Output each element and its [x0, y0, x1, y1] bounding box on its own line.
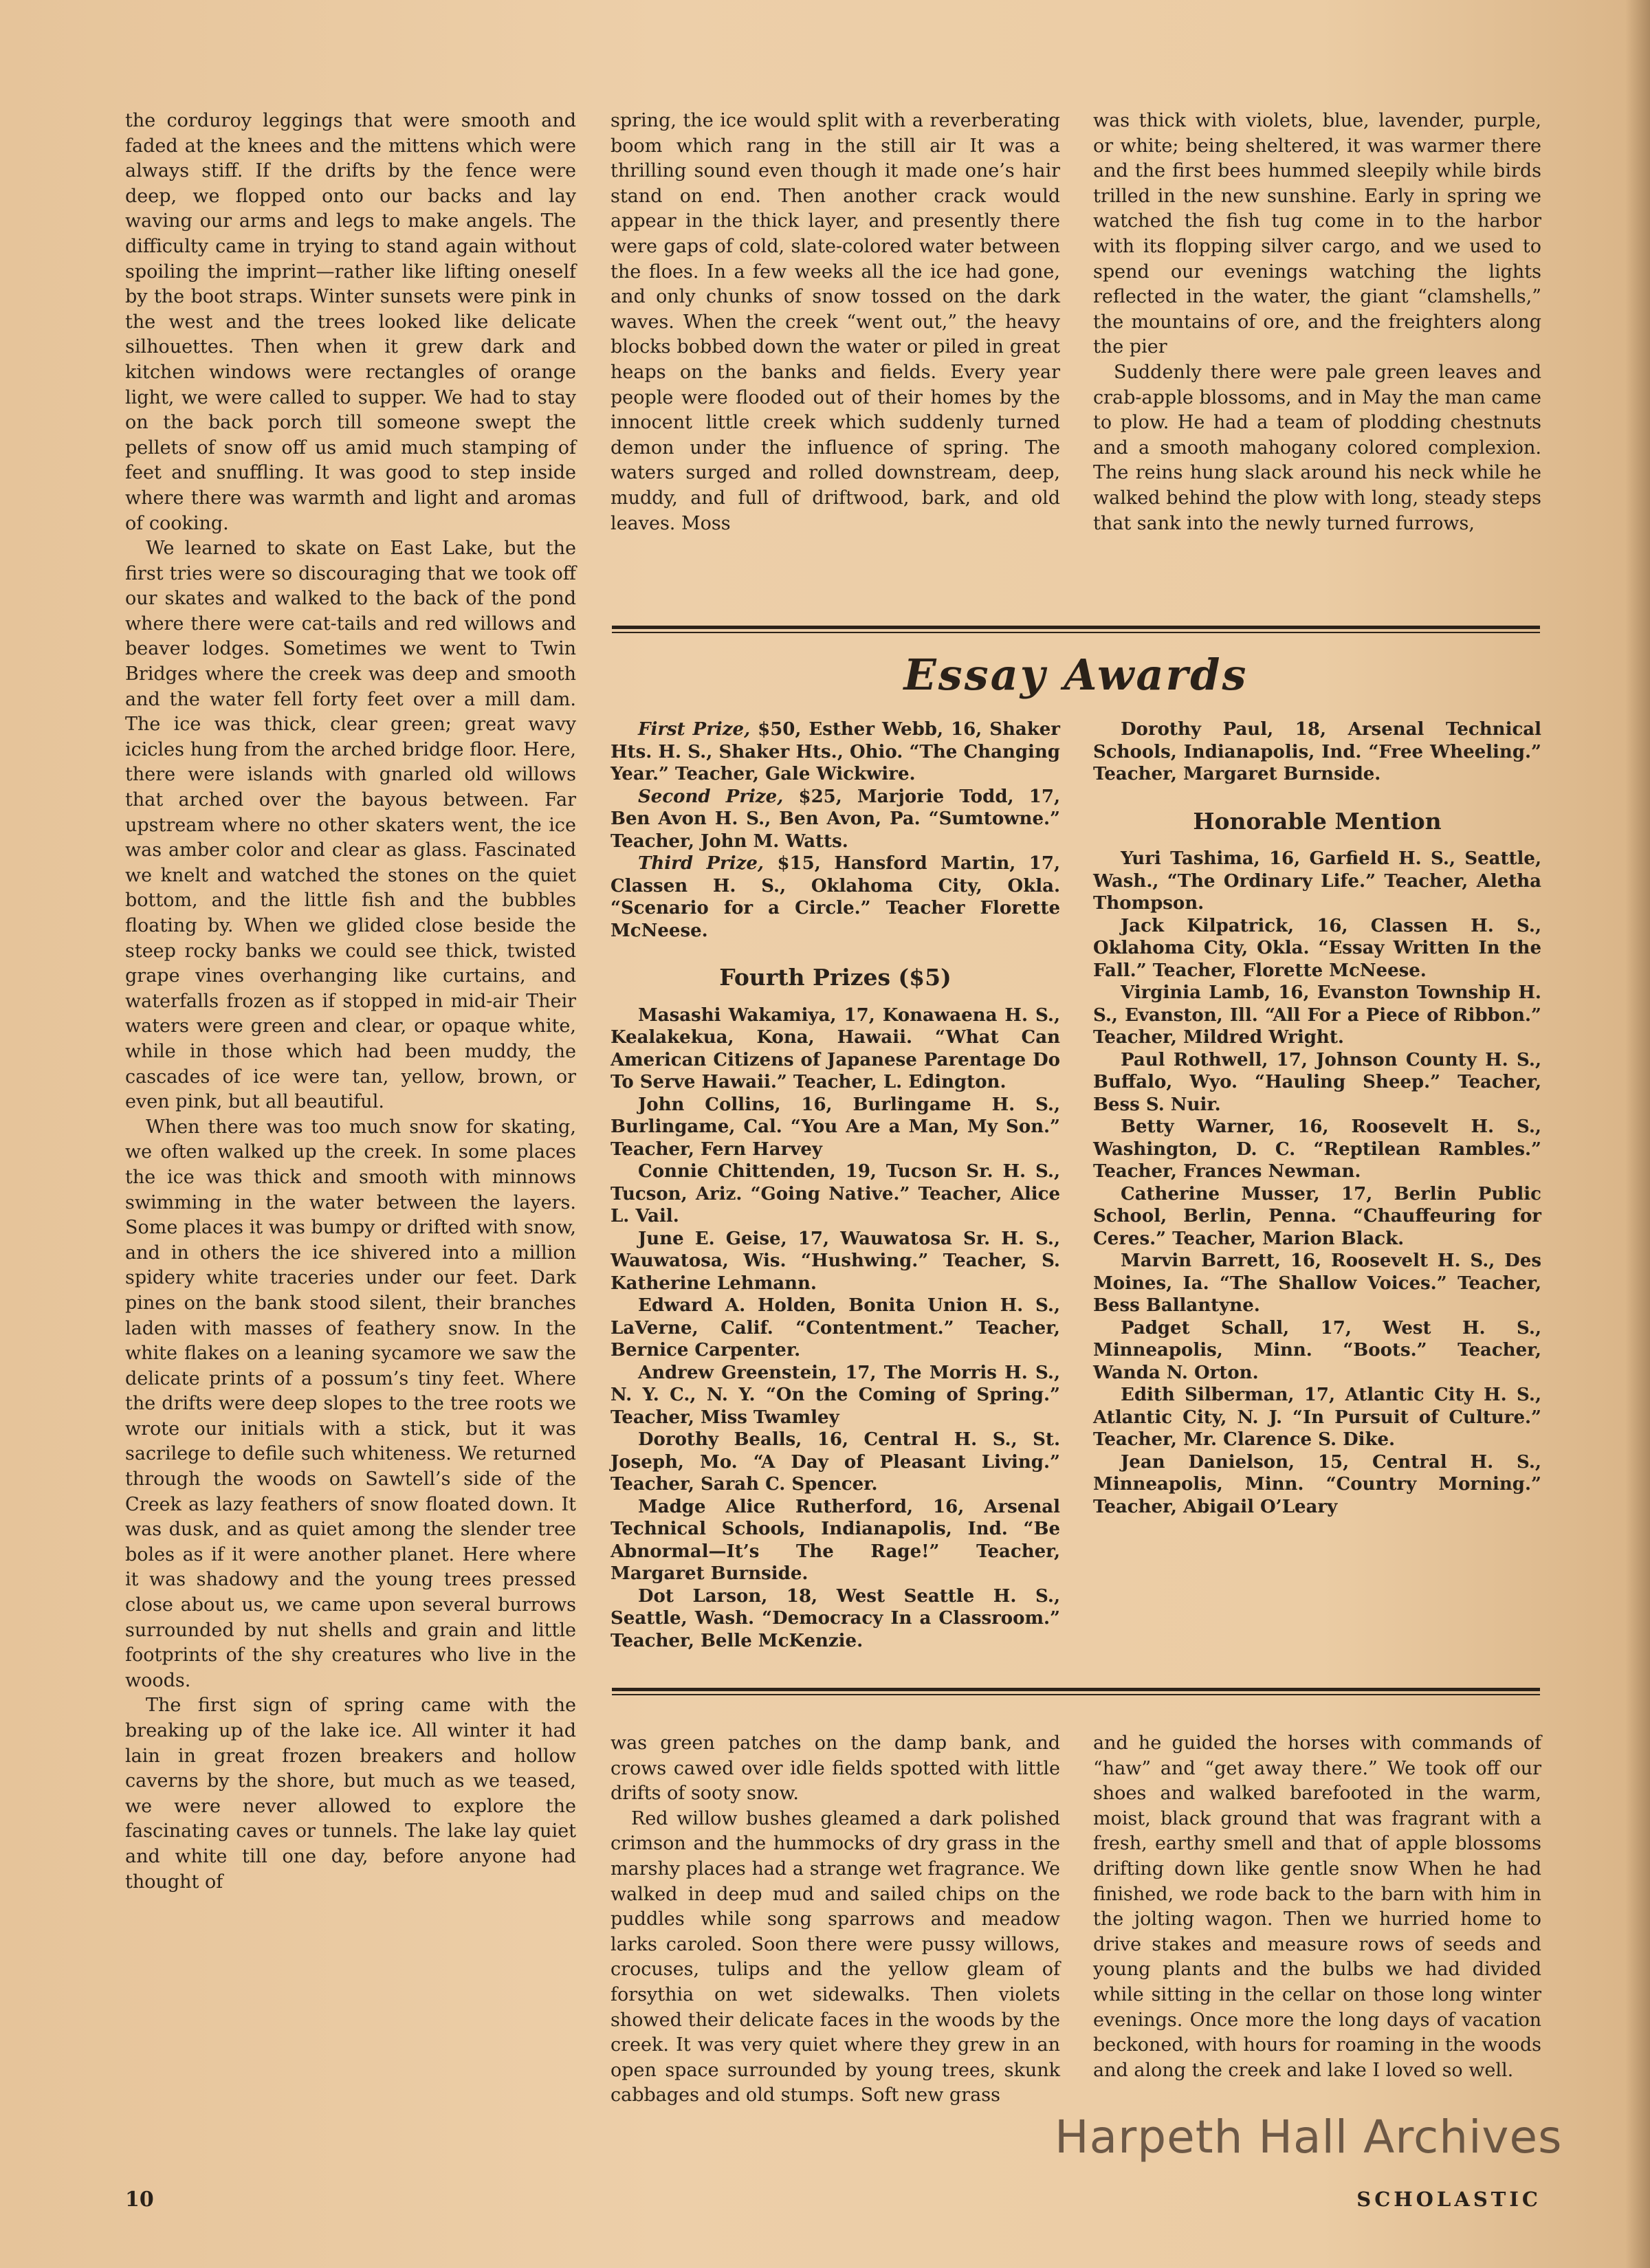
- prize-label: Second Prize,: [638, 786, 784, 807]
- essay-paragraph: spring, the ice would split with a reverberating boom which rang in the still air It was a thrilling sound even though it made one’s hair stand on end. Then another crack would appear in the thick layer, and presently there were gaps of cold, slate-colored water between the floes. In a few weeks all the ice had gone, and only chunks of snow tossed on the dark waves. When the creek “went out,” the heavy blocks bobbed down the water or piled in great heaps on the banks and fields. Every year people were flooded out of their homes by the innocent little creek which suddenly turned demon under the influence of spring. The waters surged and rolled downstream, deep, muddy, and full of driftwood, bark, and old leaves. Moss: [610, 110, 1060, 534]
- awards-top-rule: [612, 626, 1540, 633]
- essay-column-3-bottom: [1093, 1731, 1541, 2083]
- honorable-entry: Edith Silberman, 17, Atlantic City H. S., Atlantic City, N. J. “In Pursuit of Culture.” Teacher, Mr. Clarence S. Dike.: [1093, 1385, 1541, 1450]
- prize-entry: [610, 786, 1060, 853]
- honorable-entry: Virginia Lamb, 16, Evanston Township H. S., Evanston, Ill. “All For a Piece of Ribbon.” Teacher, Mildred Wright.: [1093, 982, 1541, 1048]
- essay-paragraph: Suddenly there were pale green leaves and crab-apple blossoms, and in May the man came to plow. He had a team of plodding chestnuts and a smooth mahogany colored complexion. The reins hung slack around his neck while he walked behind the plow with long, steady steps that sank into the newly turned furrows,: [1093, 361, 1541, 534]
- archive-watermark: Harpeth Hall Archives: [1055, 2111, 1563, 2164]
- honorable-entry: Marvin Barrett, 16, Roosevelt H. S., Des Moines, Ia. “The Shallow Voices.” Teacher, Bess Ballantyne.: [1093, 1251, 1541, 1316]
- essay-column-1: [125, 109, 576, 1895]
- fourth-prize-entry: Andrew Greenstein, 17, The Morris H. S., N. Y. C., N. Y. “On the Coming of Spring.” Teacher, Miss Twamley: [610, 1362, 1060, 1428]
- prize-label: Third Prize,: [638, 853, 764, 874]
- prize-entry: [610, 852, 1060, 942]
- essay-paragraph: was green patches on the damp bank, and crows cawed over idle fields spotted with little drifts of sooty snow.: [610, 1732, 1060, 1805]
- awards-bottom-rule: [612, 1688, 1540, 1695]
- magazine-name: SCHOLASTIC: [1356, 2188, 1541, 2211]
- honorable-entry: Yuri Tashima, 16, Garfield H. S., Seattle, Wash., “The Ordinary Life.” Teacher, Aletha Thompson.: [1093, 848, 1541, 914]
- essay-paragraph: Red willow bushes gleamed a dark polished crimson and the hummocks of dry grass in the marshy places had a strange wet fragrance. We walked in deep mud and sailed chips on the puddles while song sparrows and meadow larks caroled. Soon there were pussy willows, crocuses, tulips and the yellow gleam of forsythia on wet sidewalks. Then violets showed their delicate faces in the woods by the creek. It was very quiet where they grew in an open space surrounded by young trees, skunk cabbages and old stumps. Soft new grass: [610, 1807, 1060, 2106]
- essay-paragraph: We learned to skate on East Lake, but the first tries were so discouraging that we took off our skates and walked to the back of the pond where there were cat-tails and red willows and beaver lodges. Sometimes we went to Twin Bridges where the creek was deep and smooth and the water fell forty feet over a mill dam. The ice was thick, clear green; great wavy icicles hung from the arched bridge floor. Here, there were islands with gnarled old willows that arched over the bayous between. Far upstream where no other skaters went, the ice was amber color and clear as glass. Fascinated we knelt and watched the stones on the quiet bottom, and the little fish and the bubbles floating by. When we glided close beside the steep rocky banks we could see thick, twisted grape vines overhanging like curtains, and waterfalls frozen as if stopped in mid-air Their waters were green and clear, or opaque white, while in those which had been muddy, the cascades of ice were tan, yellow, brown, or even pink, but all beautiful.: [125, 538, 576, 1113]
- fourth-prize-entry: Masashi Wakamiya, 17, Konawaena H. S., Kealakekua, Kona, Hawaii. “What Can American Citizens of Japanese Parentage Do To Serve Hawaii.” Teacher, L. Edington.: [610, 1004, 1060, 1092]
- prize-text: $15, Hansford Martin, 17, Classen H. S., Oklahoma City, Okla. “Scenario for a Circle.” Teacher Florette McNeese.: [610, 853, 1060, 941]
- honorable-entry: Jack Kilpatrick, 16, Classen H. S., Oklahoma City, Okla. “Essay Written In the Fall.” Teacher, Florette McNeese.: [1093, 915, 1541, 981]
- fourth-prize-entry: Edward A. Holden, Bonita Union H. S., LaVerne, Calif. “Contentment.” Teacher, Bernice Carpenter.: [610, 1295, 1060, 1361]
- fourth-prize-entry: Dorothy Paul, 18, Arsenal Technical Schools, Indianapolis, Ind. “Free Wheeling.” Teacher, Margaret Burnside.: [1093, 719, 1541, 784]
- essay-column-3-top: [1093, 109, 1541, 536]
- essay-paragraph: was thick with violets, blue, lavender, purple, or white; being sheltered, it was warmer there and the first bees hummed sleepily while birds trilled in the new sunshine. Early in spring we watched the fish tug come in to the harbor with its flopping silver cargo, and we used to spend our evenings watching the lights reflected in the water, the giant “clamshells,” the mountains of ore, and the freighters along the pier: [1093, 110, 1541, 358]
- fourth-prizes-heading: Fourth Prizes ($5): [719, 964, 952, 991]
- honorable-entry: Jean Danielson, 15, Central H. S., Minneapolis, Minn. “Country Morning.” Teacher, Abigail O’Leary: [1093, 1451, 1541, 1517]
- essay-paragraph: The first sign of spring came with the breaking up of the lake ice. All winter it had lain in great frozen breakers and hollow caverns by the shore, but much as we teased, we were never allowed to explore the fascinating caves or tunnels. The lake lay quiet and white till one day, before anyone had thought of: [125, 1695, 576, 1893]
- honorable-entry: Betty Warner, 16, Roosevelt H. S., Washington, D. C. “Reptilean Rambles.” Teacher, Frances Newman.: [1093, 1116, 1541, 1182]
- prize-entry: [610, 718, 1060, 786]
- awards-title: Essay Awards: [903, 650, 1248, 700]
- page-number: 10: [125, 2188, 154, 2212]
- prize-label: First Prize,: [638, 719, 751, 740]
- page-edge-shadow: [1625, 0, 1650, 2268]
- fourth-prize-entry: Dorothy Bealls, 16, Central H. S., St. Joseph, Mo. “A Day of Pleasant Living.” Teacher, Sarah C. Spencer.: [610, 1429, 1060, 1495]
- essay-column-2-top: [610, 109, 1060, 536]
- honorable-entry: Padget Schall, 17, West H. S., Minneapolis, Minn. “Boots.” Teacher, Wanda N. Orton.: [1093, 1317, 1541, 1383]
- fourth-prize-entry: Dot Larson, 18, West Seattle H. S., Seattle, Wash. “Democracy In a Classroom.” Teacher, Belle McKenzie.: [610, 1585, 1060, 1651]
- prize-text: $50, Esther Webb, 16, Shaker Hts. H. S., Shaker Hts., Ohio. “The Changing Year.” Teacher, Gale Wickwire.: [610, 719, 1060, 784]
- honorable-mention-heading: Honorable Mention: [1193, 807, 1442, 835]
- honorable-entry: Paul Rothwell, 17, Johnson County H. S., Buffalo, Wyo. “Hauling Sheep.” Teacher, Bess S. Nuir.: [1093, 1049, 1541, 1115]
- awards-column-right: [1093, 718, 1541, 1518]
- prize-text: $25, Marjorie Todd, 17, Ben Avon H. S., Ben Avon, Pa. “Sumtowne.” Teacher, John M. Watts.: [610, 786, 1060, 852]
- honorable-entry: Catherine Musser, 17, Berlin Public School, Berlin, Penna. “Chauffeuring for Ceres.” Teacher, Marion Black.: [1093, 1183, 1541, 1249]
- essay-paragraph: and he guided the horses with commands of “haw” and “get away there.” We took off our shoes and walked barefooted in the warm, moist, black ground that was fragrant with a fresh, earthy smell and that of apple blossoms drifting down like gentle snow When he had finished, we rode back to the barn with him in the jolting wagon. Then we hurried home to drive stakes and measure rows of seeds and young plants and the bulbs we had divided while sitting in the cellar on those long winter evenings. Once more the long days of vacation beckoned, with hours for roaming in the woods and along the creek and lake I loved so well.: [1093, 1732, 1541, 2081]
- essay-paragraph: the corduroy leggings that were smooth and faded at the knees and the mittens which were always stiff. If the drifts by the fence were deep, we flopped onto our backs and lay waving our arms and legs to make angels. The difficulty came in trying to stand again without spoiling the imprint—rather like lifting oneself by the boot straps. Winter sunsets were pink in the west and the trees looked like delicate silhouettes. Then when it grew dark and kitchen windows were rectangles of orange light, we were called to supper. We had to stay on the back porch till someone swept the pellets of snow off us amid much stamping of feet and snuffling. It was good to step inside where there was warmth and light and aromas of cooking.: [125, 110, 576, 534]
- essay-column-2-bottom: [610, 1731, 1060, 2109]
- fourth-prize-entry: Connie Chittenden, 19, Tucson Sr. H. S., Tucson, Ariz. “Going Native.” Teacher, Alice L. Vail.: [610, 1161, 1060, 1226]
- fourth-prize-entry: Madge Alice Rutherford, 16, Arsenal Technical Schools, Indianapolis, Ind. “Be Abnormal—It’s The Rage!” Teacher, Margaret Burnside.: [610, 1496, 1060, 1584]
- awards-column-left: [610, 718, 1060, 1652]
- fourth-prize-entry: June E. Geise, 17, Wauwatosa Sr. H. S., Wauwatosa, Wis. “Hushwing.” Teacher, S. Katherine Lehmann.: [610, 1228, 1060, 1294]
- fourth-prize-entry: John Collins, 16, Burlingame H. S., Burlingame, Cal. “You Are a Man, My Son.” Teacher, Fern Harvey: [610, 1094, 1060, 1160]
- essay-paragraph: When there was too much snow for skating, we often walked up the creek. In some places the ice was thick and smooth with minnows swimming in the water between the layers. Some places it was bumpy or drifted with snow, and in others the ice shivered into a million spidery white traceries under our feet. Dark pines on the bank stood silent, their branches laden with masses of feathery snow. In the white flakes on a leaning sycamore we saw the delicate prints of a possum’s tiny feet. Where the drifts were deep slopes to the tree roots we wrote our initials with a stick, but it was sacrilege to defile such whiteness. We returned through the woods on Sawtell’s side of the Creek as lazy feathers of snow floated down. It was dusk, and as quiet among the slender tree boles as if it were another planet. Here where it was shadowy and the young trees pressed close about us, we came upon several burrows surrounded by nut shells and grain and little footprints of the shy creatures who live in the woods.: [125, 1116, 576, 1691]
